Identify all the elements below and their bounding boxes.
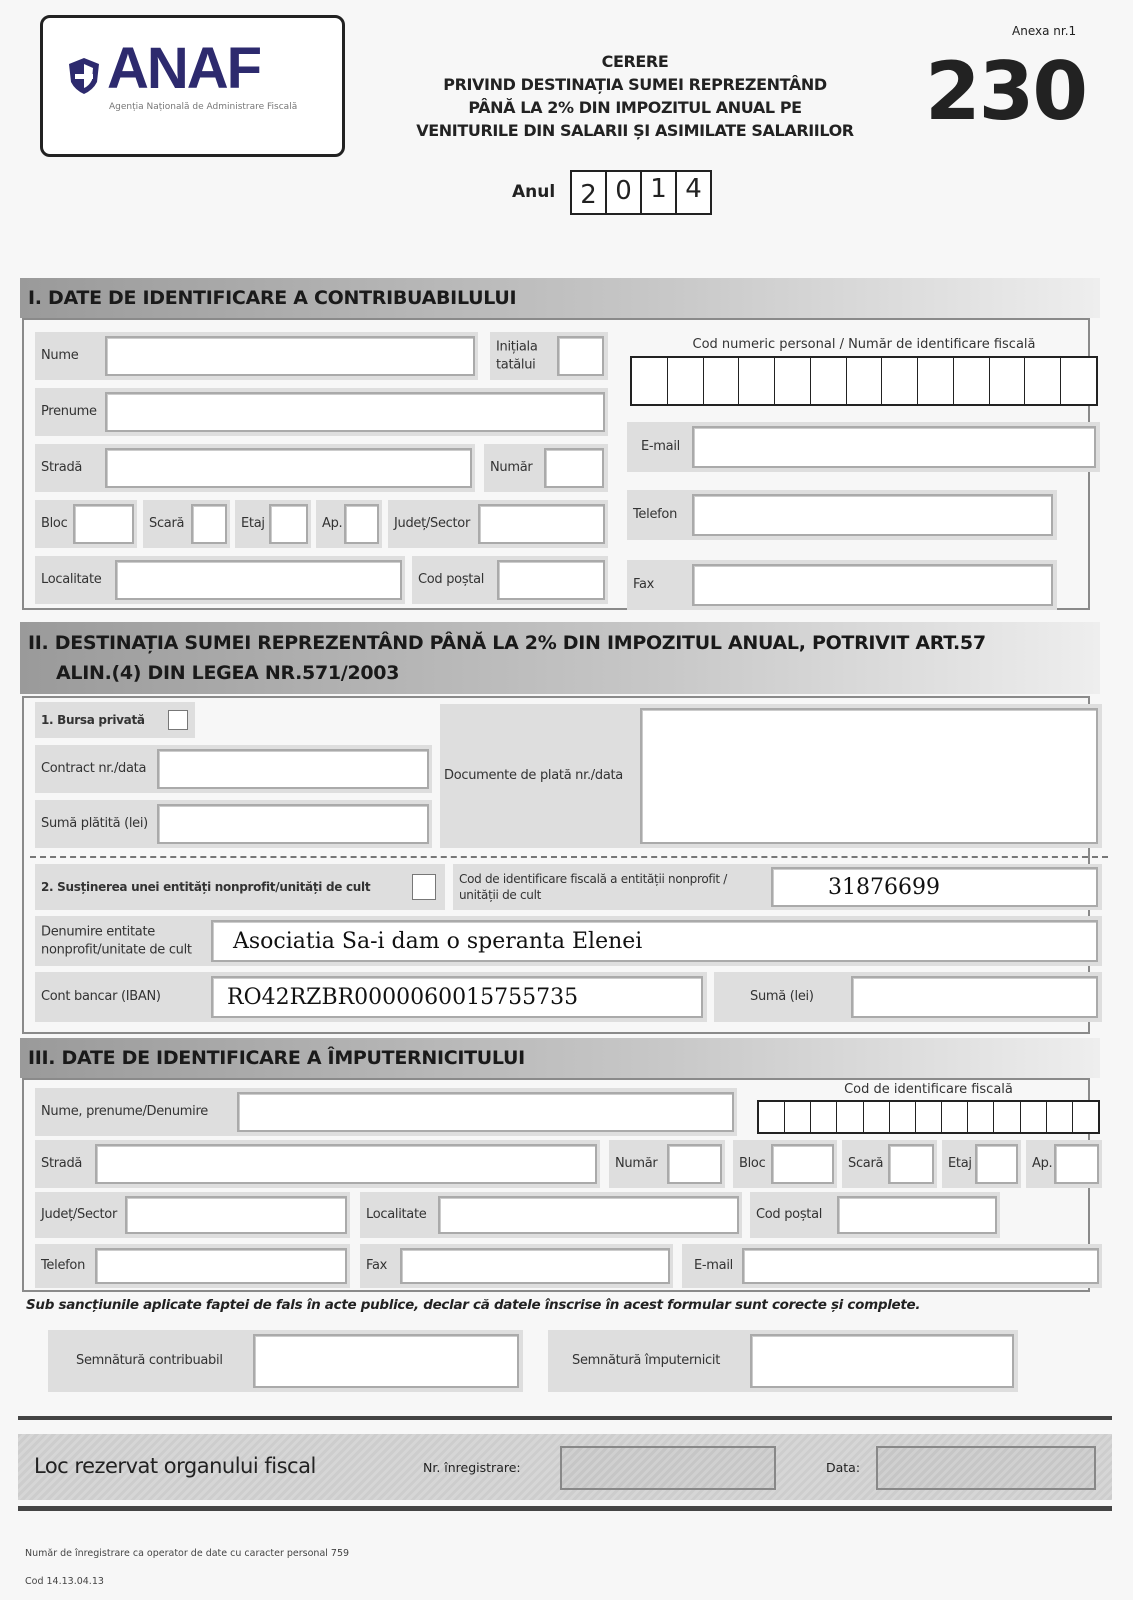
imp-nume-field [35, 1088, 737, 1136]
imp-ap-field [1026, 1140, 1102, 1188]
cnp-input[interactable] [630, 356, 1098, 406]
label: Localitate [366, 1207, 427, 1223]
year-field[interactable] [570, 170, 712, 215]
cif-entitate-input[interactable]: 31876699 [771, 867, 1098, 907]
logo-text: ANAF [107, 36, 261, 101]
cod-postal-field [412, 556, 608, 604]
imp-etaj-input[interactable] [975, 1144, 1018, 1184]
annex-label: Anexa nr.1 [1012, 24, 1077, 38]
fax-input[interactable] [692, 564, 1053, 606]
label: Etaj [241, 516, 265, 532]
suma-input[interactable] [851, 976, 1098, 1018]
label: 2. Susținerea unei entități nonprofit/unități de cult [41, 879, 371, 894]
imp-bloc-input[interactable] [771, 1144, 834, 1184]
form-code: Cod 14.13.04.13 [25, 1576, 104, 1587]
nr-inregistrare-input[interactable] [560, 1446, 776, 1490]
label: Documente de plată nr./data [444, 768, 623, 784]
fax-field [627, 560, 1057, 610]
imp-localitate-field [360, 1192, 742, 1238]
label: E-mail [641, 439, 680, 455]
bursa-field [35, 702, 195, 738]
label: Semnătură împuternicit [572, 1353, 720, 1369]
label: Localitate [41, 572, 102, 588]
imp-localitate-input[interactable] [438, 1196, 739, 1234]
data-label: Data: [826, 1460, 861, 1475]
denumire-field [35, 916, 1102, 966]
prenume-input[interactable] [105, 392, 605, 432]
label: Județ/Sector [41, 1207, 117, 1223]
imp-cod-postal-field [750, 1192, 1000, 1238]
label: Contract nr./data [41, 761, 147, 777]
declaration: Sub sancțiunile aplicate faptei de fals în acte publice, declar că datele înscrise în acest formular sunt corecte și complete. [26, 1297, 921, 1313]
iban-field [35, 972, 707, 1022]
imp-bloc-field [733, 1140, 837, 1188]
imp-cod-postal-input[interactable] [837, 1196, 997, 1234]
strada-field [35, 444, 475, 492]
imp-telefon-field [35, 1244, 350, 1288]
strada-input[interactable] [105, 448, 472, 488]
label: Număr [490, 460, 533, 476]
numar-field [484, 444, 608, 492]
prenume-field [35, 388, 608, 436]
judet-field [388, 500, 608, 548]
divider [18, 1416, 1112, 1420]
signature-contribuabil-input[interactable] [253, 1334, 519, 1388]
ap-field [316, 500, 382, 548]
imp-telefon-input[interactable] [95, 1248, 347, 1284]
label: Prenume [41, 404, 97, 420]
imp-email-field [682, 1244, 1102, 1288]
logo-subtitle: Agenția Națională de Administrare Fiscală [109, 102, 298, 112]
label: Cod poștal [756, 1207, 823, 1223]
label: Etaj [948, 1156, 972, 1172]
imp-fax-field [360, 1244, 673, 1288]
year-label: Anul [512, 182, 556, 202]
suma-field [714, 972, 1102, 1022]
year-digit: 1 [642, 172, 677, 213]
imp-cif-label: Cod de identificare fiscală [844, 1082, 1013, 1097]
cnp-label: Cod numeric personal / Număr de identificare fiscală [692, 337, 1036, 352]
year-digit: 2 [572, 172, 607, 213]
section-1-title: I. DATE DE IDENTIFICARE A CONTRIBUABILULUI [20, 278, 1100, 318]
title-line: PÂNĂ LA 2% DIN IMPOZITUL ANUAL PE [468, 98, 802, 117]
label: Semnătură contribuabil [76, 1353, 223, 1369]
bloc-field [35, 500, 137, 548]
sustinere-checkbox[interactable] [412, 874, 436, 900]
divider [18, 1506, 1112, 1511]
label: Stradă [41, 460, 83, 476]
section-3-title: III. DATE DE IDENTIFICARE A ÎMPUTERNICITULUI [20, 1038, 1100, 1078]
year-digit: 0 [607, 172, 642, 213]
telefon-input[interactable] [692, 494, 1053, 536]
nume-input[interactable] [105, 336, 475, 376]
imp-strada-field [35, 1140, 600, 1188]
label: Cod de identificare fiscală a entității nonprofit / unității de cult [459, 871, 728, 902]
data-input[interactable] [876, 1446, 1096, 1490]
label: Număr [615, 1156, 658, 1172]
signature-imputernicit-input[interactable] [750, 1334, 1014, 1388]
email-field [627, 422, 1100, 472]
label: Cod poștal [418, 572, 485, 588]
divider [30, 856, 1108, 858]
title-line: II. DESTINAȚIA SUMEI REPREZENTÂND PÂNĂ LA 2% DIN IMPOZITUL ANUAL, POTRIVIT ART.57 [28, 632, 986, 654]
initiala-input[interactable] [557, 336, 604, 376]
label: Fax [366, 1258, 388, 1274]
title-line: ALIN.(4) DIN LEGEA NR.571/2003 [56, 662, 400, 684]
imp-ap-input[interactable] [1054, 1144, 1099, 1184]
label: Sumă plătită (lei) [41, 816, 148, 832]
label: Scară [149, 516, 185, 532]
imp-judet-input[interactable] [125, 1196, 347, 1234]
judet-input[interactable] [478, 504, 605, 544]
documente-field [440, 704, 1102, 848]
suma-platita-input[interactable] [157, 804, 429, 844]
label: Nume, prenume/Denumire [41, 1104, 208, 1120]
form-title [380, 50, 890, 142]
label: E-mail [694, 1258, 733, 1274]
signature-contribuabil-field [48, 1330, 523, 1392]
initiala-field [490, 332, 608, 380]
bursa-checkbox[interactable] [168, 710, 188, 730]
title-line: PRIVIND DESTINAȚIA SUMEI REPREZENTÂND [443, 75, 827, 94]
label: Fax [633, 577, 655, 593]
denumire-input[interactable]: Asociatia Sa-i dam o speranta Elenei [211, 920, 1098, 962]
title-line: CERERE [601, 52, 669, 71]
title-line: VENITURILE DIN SALARII ȘI ASIMILATE SALARIILOR [416, 121, 854, 140]
sustinere-field [35, 864, 445, 910]
operator-note: Număr de înregistrare ca operator de date cu caracter personal 759 [25, 1548, 350, 1559]
documente-input[interactable] [640, 708, 1098, 844]
form-number: 230 [925, 45, 1086, 138]
imp-scara-field [842, 1140, 937, 1188]
label: Cont bancar (IBAN) [41, 989, 161, 1005]
ap-input[interactable] [344, 504, 379, 544]
shield-icon [67, 56, 101, 96]
imp-scara-input[interactable] [888, 1144, 934, 1184]
label: Scară [848, 1156, 884, 1172]
label: Județ/Sector [394, 516, 470, 532]
imp-email-input[interactable] [742, 1248, 1099, 1284]
label: Telefon [41, 1258, 86, 1274]
reserved-title: Loc rezervat organului fiscal [34, 1454, 316, 1478]
bloc-input[interactable] [73, 504, 134, 544]
suma-platita-field [35, 800, 432, 848]
label: Bloc [41, 516, 68, 532]
imp-strada-input[interactable] [95, 1144, 597, 1184]
scara-input[interactable] [191, 504, 227, 544]
iban-input[interactable]: RO42RZBR0000060015755735 [211, 976, 703, 1018]
localitate-input[interactable] [115, 560, 402, 600]
email-input[interactable] [692, 426, 1096, 468]
telefon-field [627, 490, 1057, 540]
label: Telefon [633, 507, 678, 523]
etaj-field [235, 500, 311, 548]
nr-inregistrare-label: Nr. înregistrare: [423, 1460, 521, 1475]
imp-numar-input[interactable] [667, 1144, 722, 1184]
year-digit: 4 [685, 174, 702, 204]
reserved-band [18, 1434, 1112, 1500]
label: Sumă (lei) [750, 989, 814, 1005]
label: Ap. [322, 516, 343, 532]
label: Bloc [739, 1156, 766, 1172]
nume-field [35, 332, 478, 380]
imp-etaj-field [942, 1140, 1021, 1188]
imp-nume-input[interactable] [237, 1092, 734, 1132]
imp-fax-input[interactable] [400, 1248, 670, 1284]
label: Ap. [1032, 1156, 1053, 1172]
contract-input[interactable] [157, 749, 429, 789]
etaj-input[interactable] [269, 504, 308, 544]
label: Inițiala tatălui [496, 339, 538, 372]
imp-numar-field [609, 1140, 725, 1188]
label: Nume [41, 348, 79, 364]
imp-cif-input[interactable] [757, 1100, 1100, 1134]
label: 1. Bursa privată [41, 712, 145, 727]
signature-imputernicit-field [548, 1330, 1018, 1392]
anaf-logo [40, 15, 345, 157]
contract-field [35, 745, 432, 793]
label: Denumire entitate nonprofit/unitate de cult [41, 924, 192, 957]
imp-judet-field [35, 1192, 350, 1238]
numar-input[interactable] [544, 448, 604, 488]
cod-postal-input[interactable] [497, 560, 605, 600]
label: Stradă [41, 1156, 83, 1172]
cif-entitate-field [453, 864, 1102, 910]
scara-field [143, 500, 230, 548]
section-2-title [20, 622, 1100, 694]
localitate-field [35, 556, 405, 604]
